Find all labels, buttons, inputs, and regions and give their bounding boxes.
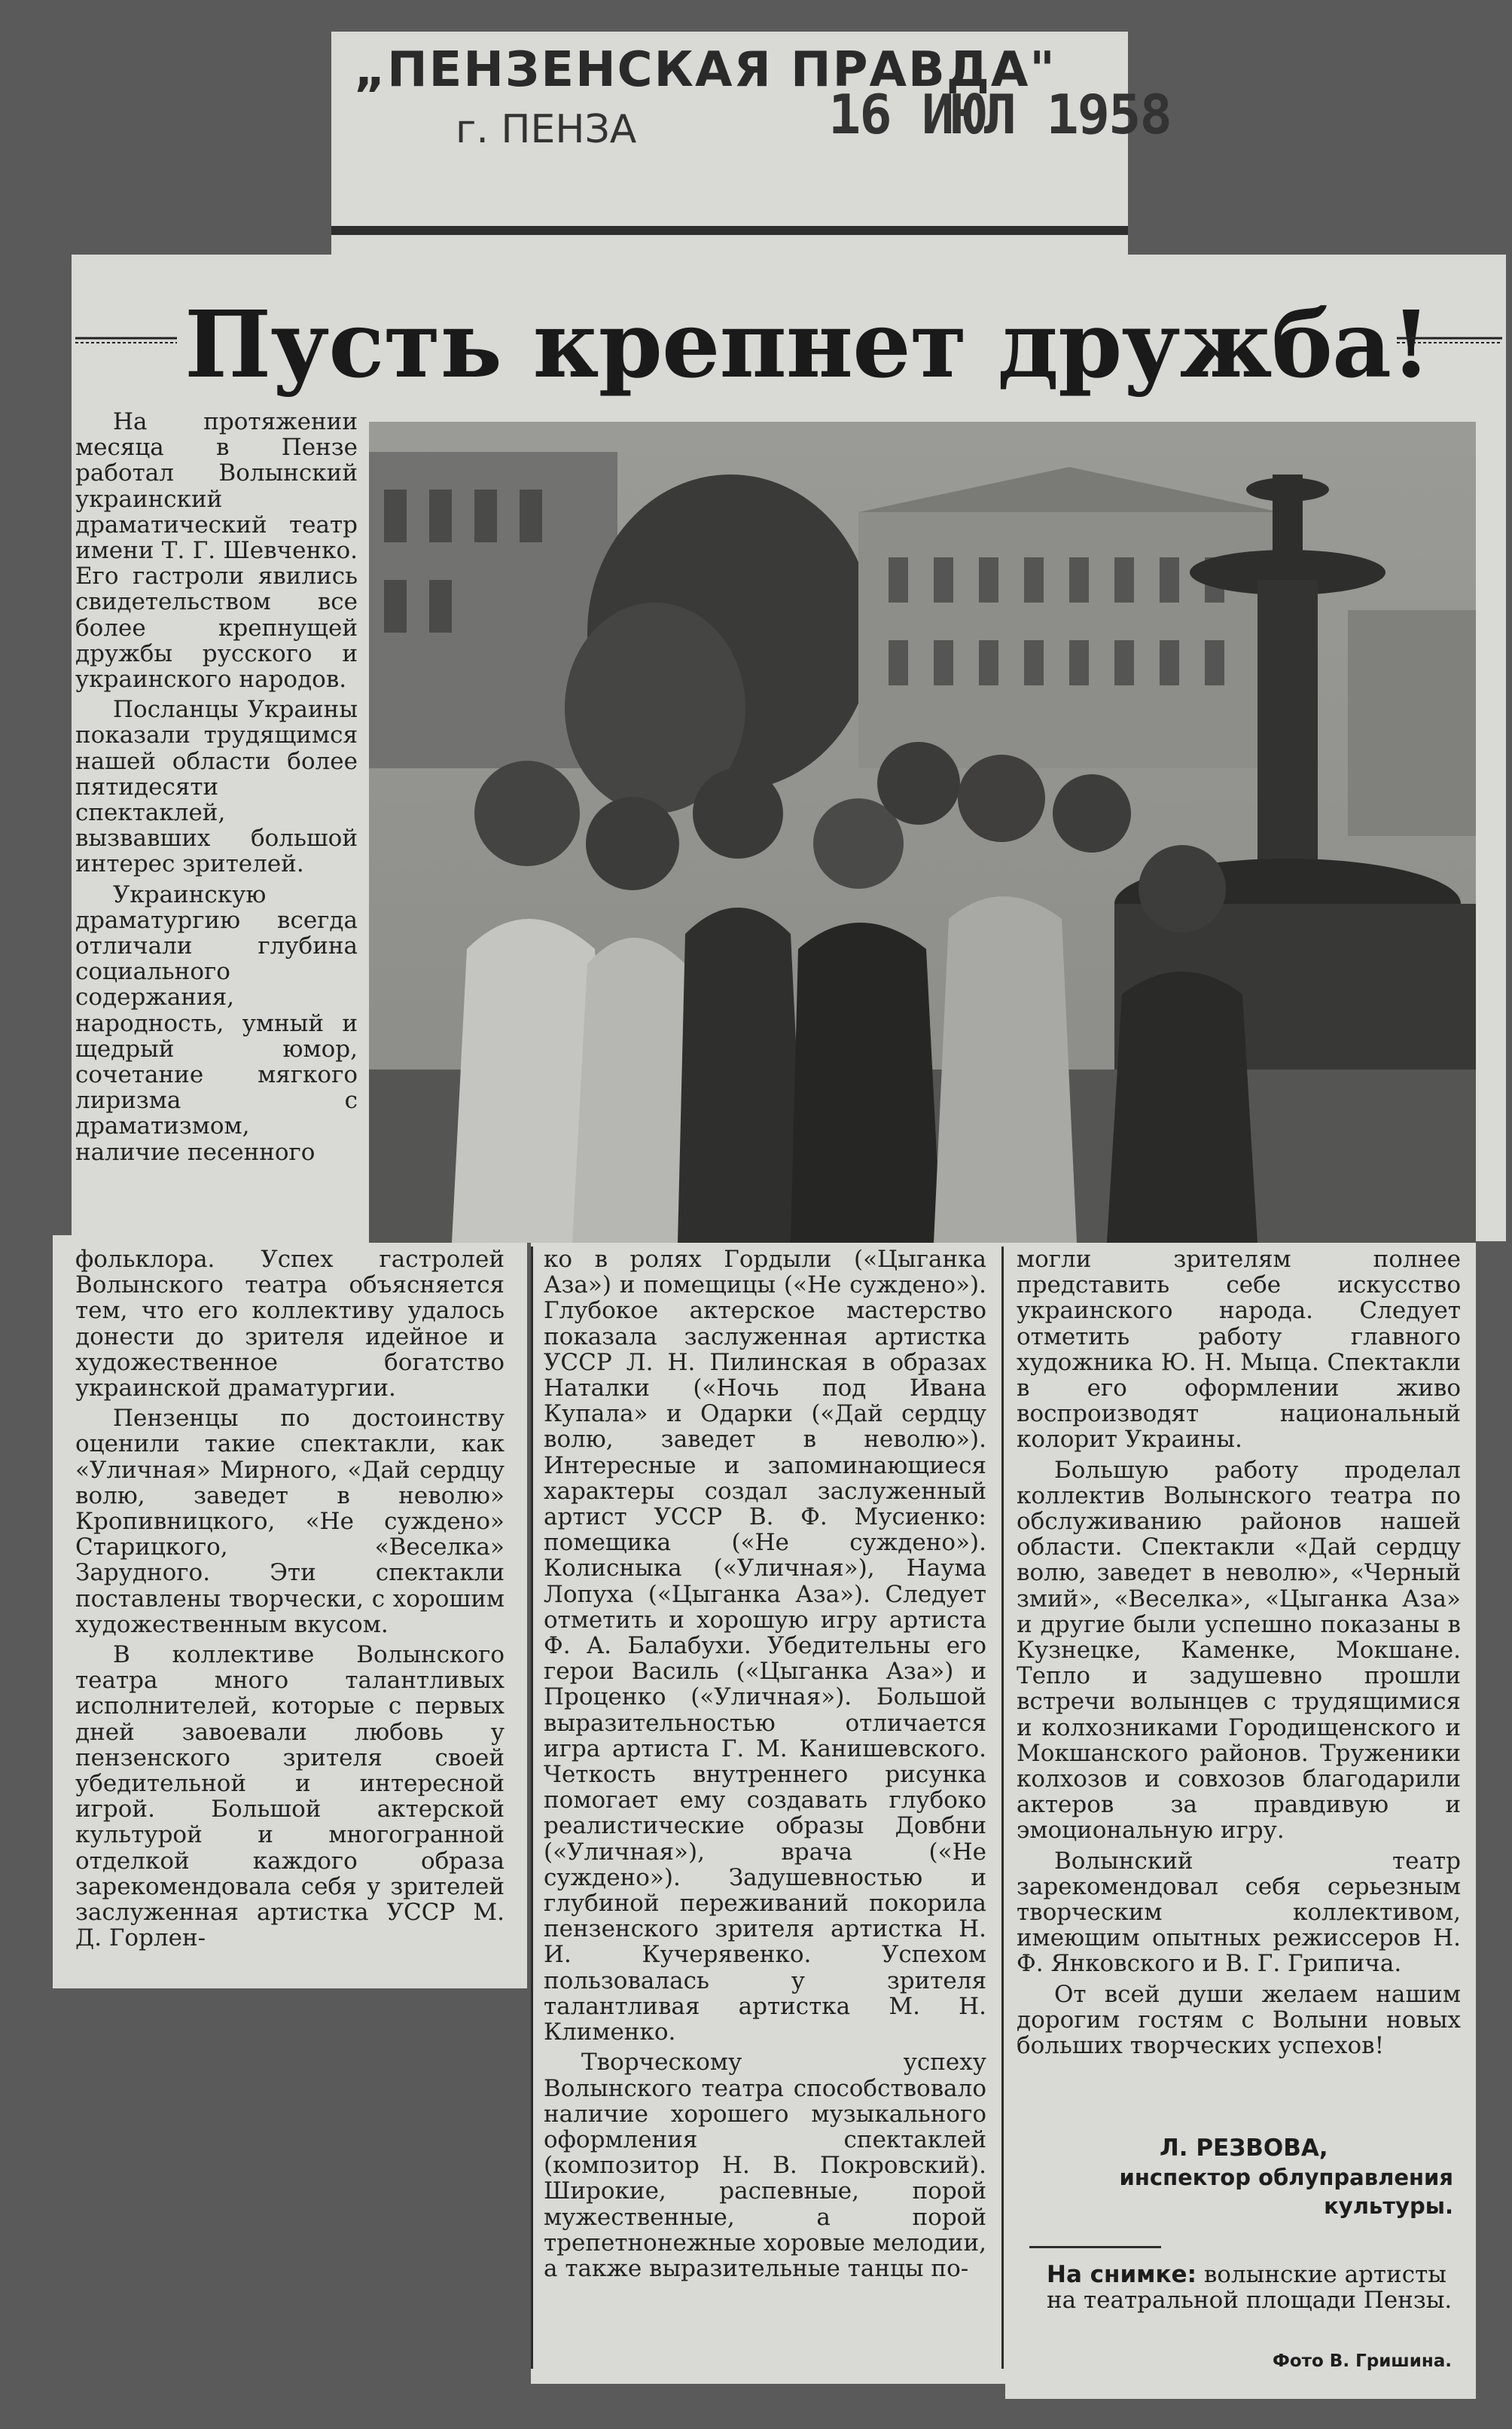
paragraph: ко в ролях Гордыли («Цыганка Аза») и помещицы («Не суждено»). Глубокое актерское мастерство показала заслуженная артистка УССР Л. Н. Пилинская в образах Наталки («Ночь под Ивана Купала» и Одарки («Дай сердцу волю, заведет в неволю»). Интересные и запоминающиеся характеры создал заслуженный артист УССР В. Ф. Мусиенко: помещика («Не суждено»). Колисныка («Уличная»), Наума Лопуха («Цыганка Аза»). Следует отметить и хорошую игру артиста Ф. А. Балабухи. Убедительны его герои Василь («Цыганка Аза») и Проценко («Уличная»). Большой выразительностью отличается игра артиста Г. М. Канишевского. Четкость внутреннего рисунка помогает ему создавать глубоко реалистические образы Довбни («Уличная»), врача («Не суждено»). Задушевностью и глубиной переживаний покорила пензенского зрителя артистка Н. И. Кучерявенко. Успехом пользовалась у зрителя талантливая артистка М. Н. Клименко. [544,1246,986,2046]
paragraph: могли зрителям полнее представить себе искусство украинского народа. Следует отметить работу главного художника Ю. Н. Мыца. Спектакли в его оформлении живо воспроизводят национальный колорит Украины. [1017,1246,1461,1454]
paragraph: Большую работу проделал коллектив Волынского театра по обслуживанию районов нашей области. Спектакли «Дай сердцу волю, заведет в неволю», «Черный змий», «Веселка», «Цыганка Аза» и другие были успешно показаны в Кузнецке, Каменке, Мокшане. Тепло и задушевно прошли встречи волынцев с трудящимися и колхозниками Городищенского и Мокшанского районов. Труженики колхозов и совхозов благодарили актеров за правдивую и эмоциональную игру. [1017,1456,1461,1845]
paragraph: Украинскую драматургию всегда отличали глубина социального содержания, народность, умный и щедрый юмор, сочетание мягкого лиризма с драматизмом, наличие песенного [75,880,358,1166]
article-column-1-top [75,409,358,1165]
caption-text: волынские артисты на театральной площади Пензы. [1047,2261,1453,2314]
article-column-2 [544,1247,986,2281]
paragraph: фольклора. Успех гастролей Волынского театра объясняется тем, что его коллективу удалось донести до зрителя идейное и художественное богатство украинской драматургии. [75,1246,505,1402]
headline-ornament-left [75,335,177,346]
caption-rule [1029,2246,1161,2248]
headline-ornament-right [1397,335,1502,346]
caption-lead: На снимке: [1047,2261,1196,2288]
photo-caption [1047,2262,1453,2313]
author-title: инспектор облуправления культуры. [1119,2165,1453,2219]
paragraph: На протяжении месяца в Пензе работал Волынский украинский драматический театр имени Т. Г. Шевченко. Его гастроли явились свидетельством все более крепнущей дружбы русского и украинского народов. [75,408,358,694]
paragraph: В коллективе Волынского театра много талантливых исполнителей, которые с первых дней завоевали любовь у пензенского зрителя своей убедительной и интересной игрой. Большой актерской культурой и многогранной отделкой каждого образа зарекомендовала себя у зрителей заслуженная артистка УССР М. Д. Горлен- [75,1641,505,1952]
headline: Пусть крепнет дружба! [184,290,1431,398]
paragraph: Посланцы Украины показали трудящимся нашей области более пятидесяти спектаклей, вызвавших большой интерес зрителей. [75,696,358,878]
author-name: Л. РЕЗВОВА, [1160,2135,1328,2162]
paragraph: От всей души желаем нашим дорогим гостям с Волыни новых больших творческих успехов! [1017,1980,1461,2060]
date-stamp: 16 ИЮЛ 1958 [828,83,1171,146]
photo-illustration [369,422,1476,1243]
photo-credit: Фото В. Гришина. [1273,2351,1452,2371]
masthead-rule [331,226,1128,235]
column-rule [531,1247,533,2369]
article-column-1-bottom [75,1247,505,1951]
paragraph: Пензенцы по достоинству оценили такие спектакли, как «Уличная» Мирного, «Дай сердцу волю, заведет в неволю» Кропивницкого, «Не суждено» Старицкого, «Веселка» Зарудного. Эти спектакли поставлены творчески, с хорошим художественным вкусом. [75,1405,505,1638]
group-photo [369,422,1476,1243]
masthead-clipping [331,32,1171,258]
paragraph: Волынский театр зарекомендовал себя серьезным творческим коллективом, имеющим опытных режиссеров Н. Ф. Янковского и В. Г. Грипича. [1017,1847,1461,1978]
newspaper-name: „ПЕНЗЕНСКАЯ ПРАВДА" [354,42,1056,98]
article-column-3 [1017,1247,1461,2058]
column-rule [1001,1247,1004,2369]
paragraph: Творческому успеху Волынского театра способствовало наличие хорошего музыкального оформления спектаклей (композитор Н. В. Покровский). Широкие, распевные, порой мужественные, а порой трепетнонежные хоровые мелодии, а также выразительные танцы по- [544,2049,986,2282]
newspaper-city: г. ПЕНЗА [456,107,637,152]
